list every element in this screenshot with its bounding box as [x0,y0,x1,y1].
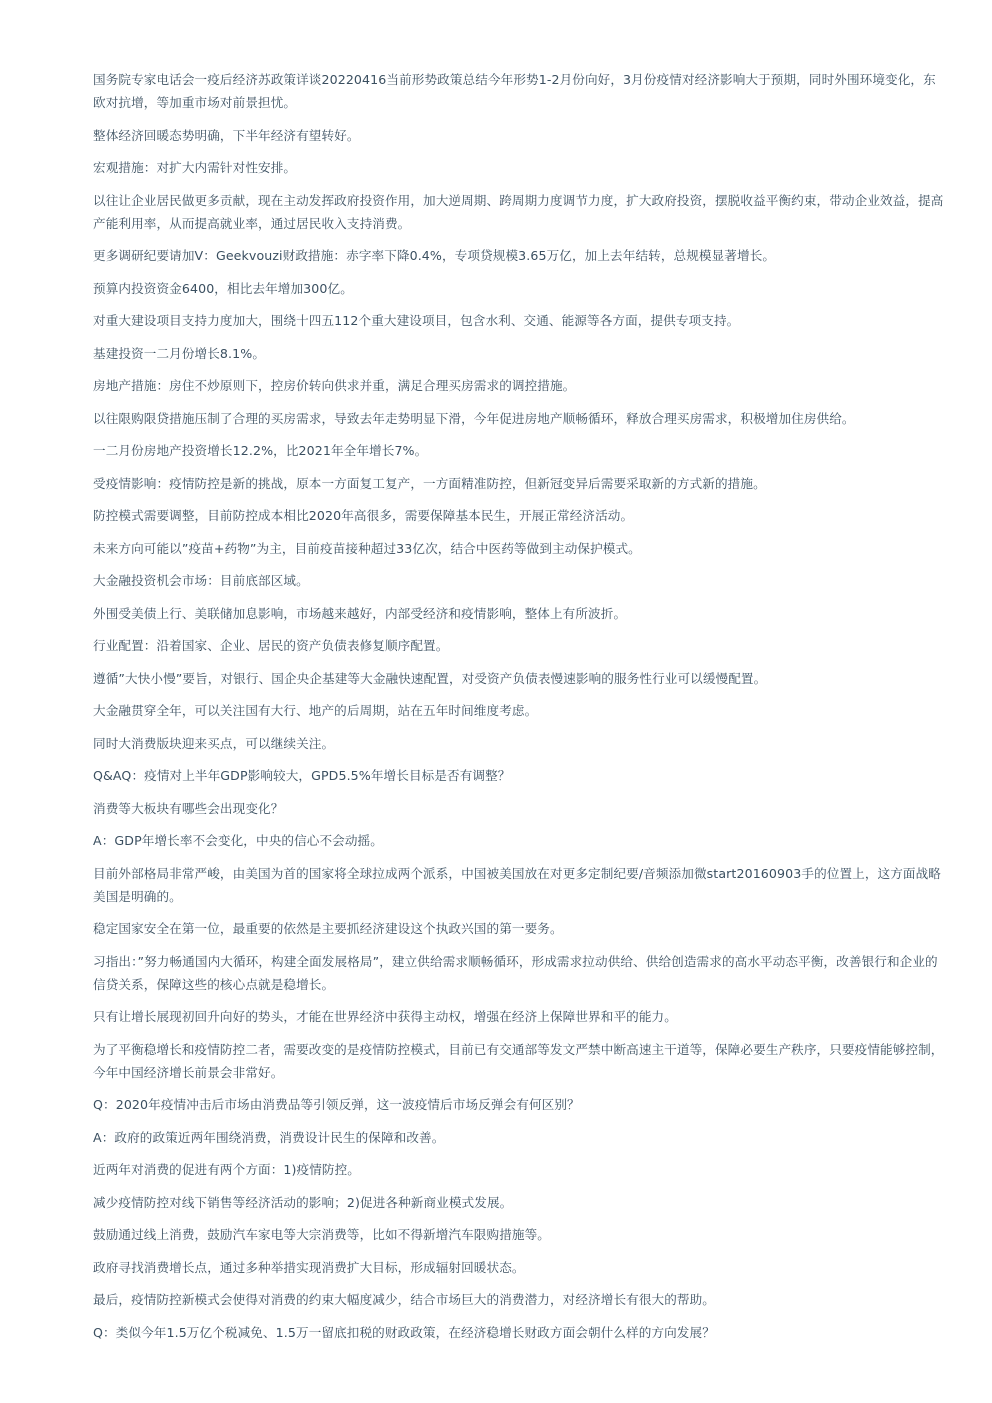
paragraph: 只有让增长展现初回升向好的势头，才能在世界经济中获得主动权，增强在经济上保障世界和平的能力。 [93,1009,677,1024]
paragraph: 鼓励通过线上消费，鼓励汽车家电等大宗消费等，比如不得新增汽车限购措施等。 [93,1227,550,1242]
paragraph: 习指出：”努力畅通国内大循环，构建全面发展格局”，建立供给需求顺畅循环，形成需求拉动供给、供给创造需求的高水平动态平衡，改善银行和企业的信贷关系，保障这些的核心点就是稳增长。 [93,953,938,992]
paragraph: 遵循”大快小慢”要旨，对银行、国企央企基建等大金融快速配置，对受资产负债表慢速影响的服务性行业可以缓慢配置。 [93,670,767,686]
paragraph: 房地产措施：房住不炒原则下，控房价转向供求并重，满足合理买房需求的调控措施。 [93,378,576,393]
paragraph: 受疫情影响：疫情防控是新的挑战，原本一方面复工复产，一方面精准防控，但新冠变异后需要采取新的方式新的措施。 [93,475,766,491]
paragraph: 国务院专家电话会一疫后经济苏政策详谈20220416当前形势政策总结今年形势1-2月份向好，3月份疫情对经济影响大于预期，同时外围环境变化，东欧对抗增，等加重市场对前景担忧。 [93,72,936,110]
paragraph: A：GDP年增长率不会变化，中央的信心不会动摇。 [93,833,383,848]
paragraph: 大金融贯穿全年，可以关注国有大行、地产的后周期，站在五年时间维度考虑。 [93,703,538,718]
paragraph: 防控模式需要调整，目前防控成本相比2020年高很多，需要保障基本民生，开展正常经济活动。 [93,508,634,523]
paragraph: 为了平衡稳增长和疫情防控二者，需要改变的是疫情防控模式，目前已有交通部等发文严禁中断高速主干道等，保障必要生产秩序，只要疫情能够控制，今年中国经济增长前景会非常好。 [93,1041,944,1080]
paragraph: 大金融投资机会市场：目前底部区域。 [93,573,309,588]
paragraph: 未来方向可能以”疫苗+药物”为主，目前疫苗接种超过33亿次，结合中医药等做到主动保护模式。 [93,540,641,556]
paragraph: 整体经济回暖态势明确，下半年经济有望转好。 [93,127,360,143]
paragraph: 基建投资一二月份增长8.1%。 [93,345,266,361]
paragraph: 近两年对消费的促进有两个方面：1)疫情防控。 [93,1162,361,1177]
paragraph: 更多调研纪要请加V：Geekvouzi财政措施：赤字率下降0.4%，专项贷规模3.65万亿，加上去年结转，总规模显著增长。 [93,248,776,263]
paragraph: 行业配置：沿着国家、企业、居民的资产负债表修复顺序配置。 [93,638,449,653]
paragraph: 减少疫情防控对线下销售等经济活动的影响；2)促进各种新商业模式发展。 [93,1194,513,1210]
paragraph: 对重大建设项目支持力度加大，围绕十四五112个重大建设项目，包含水利、交通、能源等各方面，提供专项支持。 [93,313,740,328]
paragraph: 宏观措施：对扩大内需针对性安排。 [93,160,297,175]
paragraph: 外围受美债上行、美联储加息影响，市场越来越好，内部受经济和疫情影响，整体上有所波折。 [93,605,627,621]
paragraph: Q&AQ：疫情对上半年GDP影响较大，GPD5.5%年增长目标是否有调整？ [93,768,511,783]
paragraph: 稳定国家安全在第一位，最重要的依然是主要抓经济建设这个执政兴国的第一要务。 [93,921,563,936]
paragraph: 预算内投资资金6400，相比去年增加300亿。 [93,280,353,296]
paragraph: 消费等大板块有哪些会出现变化？ [93,800,284,816]
paragraph: 政府寻找消费增长点，通过多种举措实现消费扩大目标，形成辐射回暖状态。 [93,1259,525,1275]
paragraph: Q：类似今年1.5万亿个税减免、1.5万一留底扣税的财政政策，在经济稳增长财政方面会朝什么样的方向发展？ [93,1324,715,1340]
document-body [93,68,945,1353]
paragraph: 目前外部格局非常严峻，由美国为首的国家将全球拉成两个派系，中国被美国放在对更多定制纪要/音频添加微start20160903手的位置上，这方面战略美国是明确的。 [93,865,942,904]
paragraph: Q：2020年疫情冲击后市场由消费品等引领反弹，这一波疫情后市场反弹会有何区别？ [93,1097,580,1112]
paragraph: 一二月份房地产投资增长12.2%，比2021年全年增长7%。 [93,443,428,458]
paragraph: 以往让企业居民做更多贡献，现在主动发挥政府投资作用，加大逆周期、跨周期力度调节力度，扩大政府投资，摆脱收益平衡约束，带动企业效益，提高产能利用率，从而提高就业率，通过居民收入支持消费。 [93,192,944,231]
paragraph: 最后，疫情防控新模式会使得对消费的约束大幅度减少，结合市场巨大的消费潜力，对经济增长有很大的帮助。 [93,1292,715,1307]
paragraph: 同时大消费版块迎来买点，可以继续关注。 [93,735,335,751]
paragraph: 以往限购限贷措施压制了合理的买房需求，导致去年走势明显下滑，今年促进房地产顺畅循环，释放合理买房需求，积极增加住房供给。 [93,410,855,426]
paragraph: A：政府的政策近两年围绕消费，消费设计民生的保障和改善。 [93,1129,445,1145]
